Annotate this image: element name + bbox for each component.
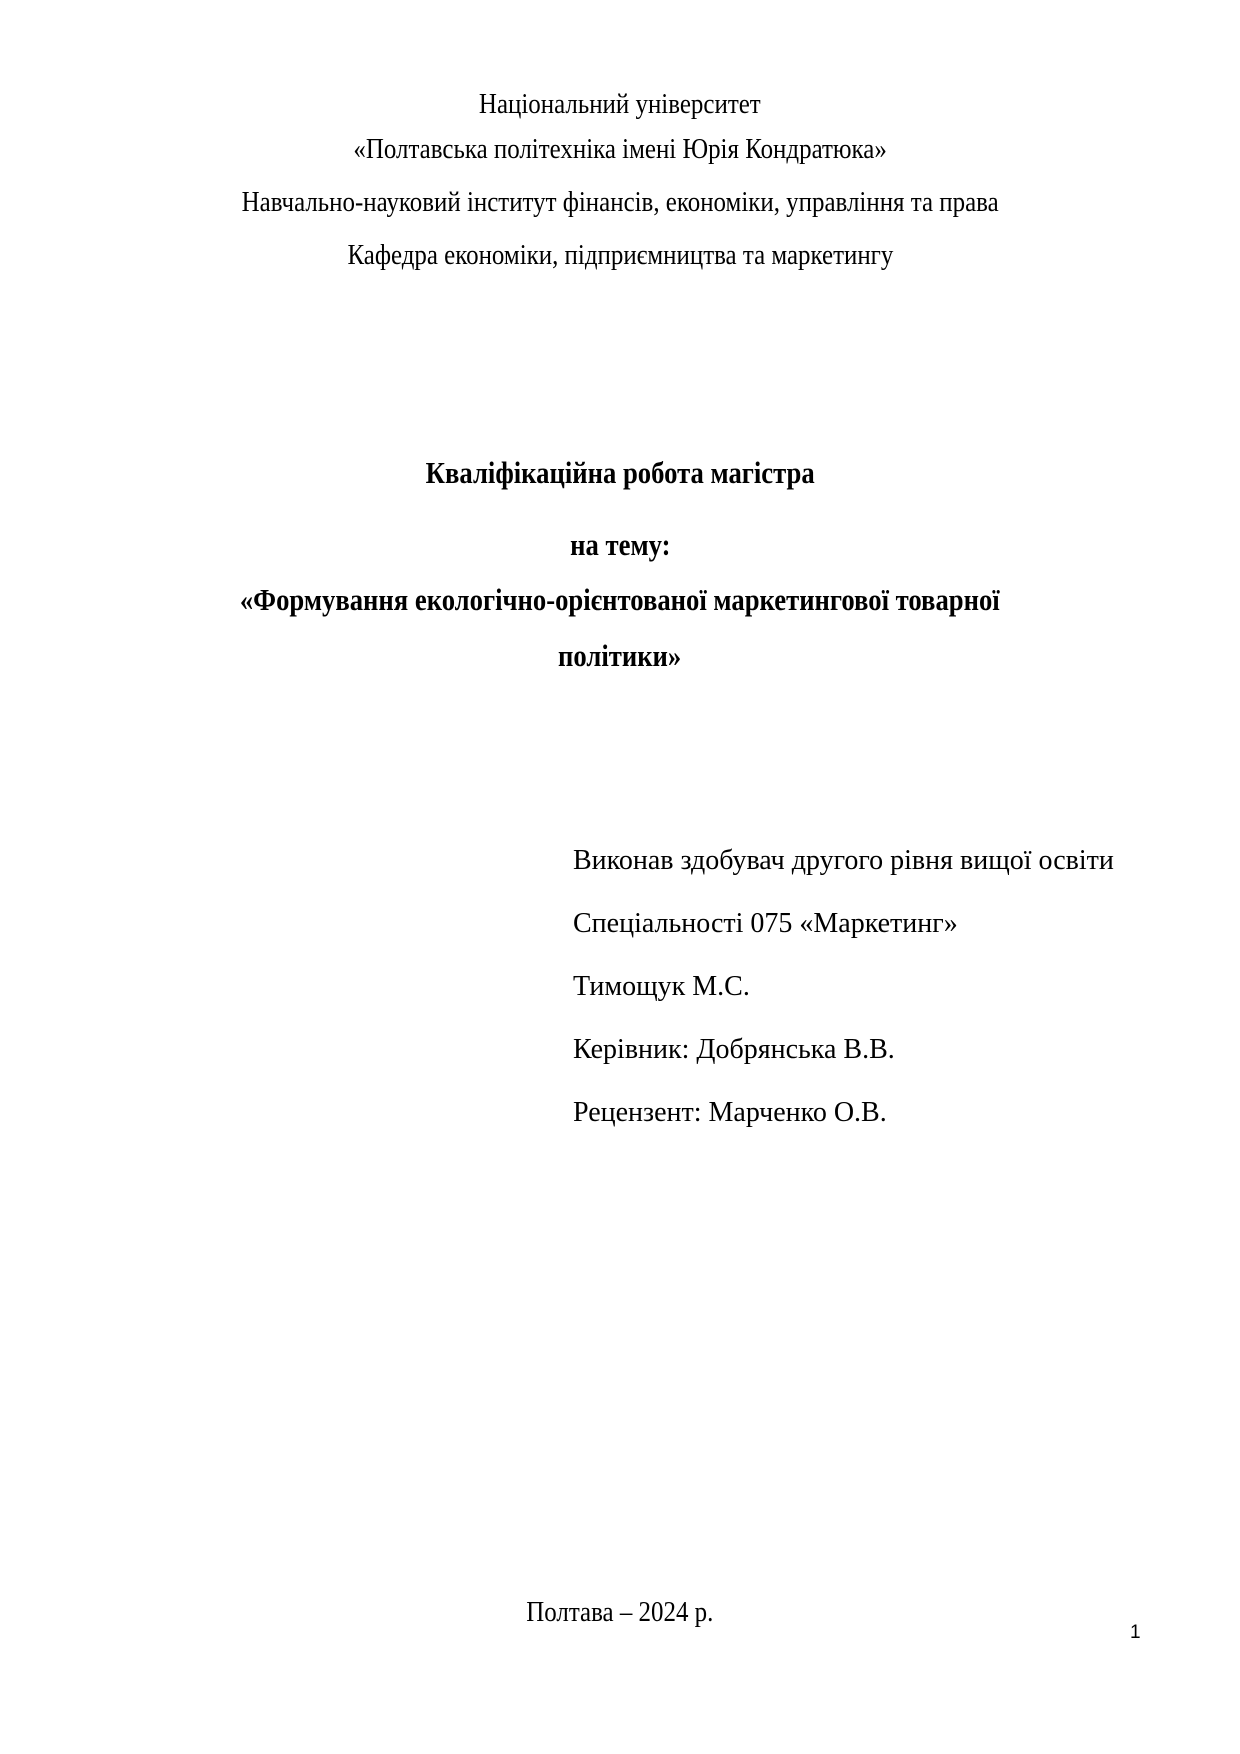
work-type-line [0, 455, 1240, 491]
reviewer-line: Рецензент: Марченко О.В. [573, 1097, 887, 1128]
university-name-text: «Полтавська політехніка імені Юрія Кондратюка» [353, 133, 887, 165]
supervisor-line: Керівник: Добрянська В.В. [573, 1034, 895, 1065]
work-type-title: Кваліфікаційна робота магістра [425, 455, 815, 490]
department-text: Кафедра економіки, підприємництва та маркетингу [347, 239, 893, 271]
city-year-text: Полтава – 2024 р. [526, 1596, 714, 1628]
specialty-line: Спеціальності 075 «Маркетинг» [573, 908, 958, 939]
student-name: Тимощук М.С. [573, 971, 750, 1002]
university-line [0, 88, 1240, 121]
university-text: Національний університет [479, 88, 761, 120]
topic-line-1 [0, 582, 1240, 618]
university-name-line [0, 133, 1240, 166]
performed-by-line: Виконав здобувач другого рівня вищої освіти [573, 845, 1114, 876]
topic-line-2 [0, 638, 1240, 674]
institute-line [0, 186, 1240, 219]
institute-text: Навчально-науковий інститут фінансів, економіки, управління та права [241, 186, 999, 218]
on-topic-label: на тему: [569, 527, 671, 562]
topic-text-2: політики» [558, 638, 682, 673]
city-year-line [0, 1596, 1240, 1629]
department-line [0, 239, 1240, 272]
topic-text-1: «Формування екологічно-орієнтованої маркетингової товарної [240, 582, 1000, 617]
page-number: 1 [1130, 1622, 1141, 1643]
on-topic-line [0, 527, 1240, 563]
